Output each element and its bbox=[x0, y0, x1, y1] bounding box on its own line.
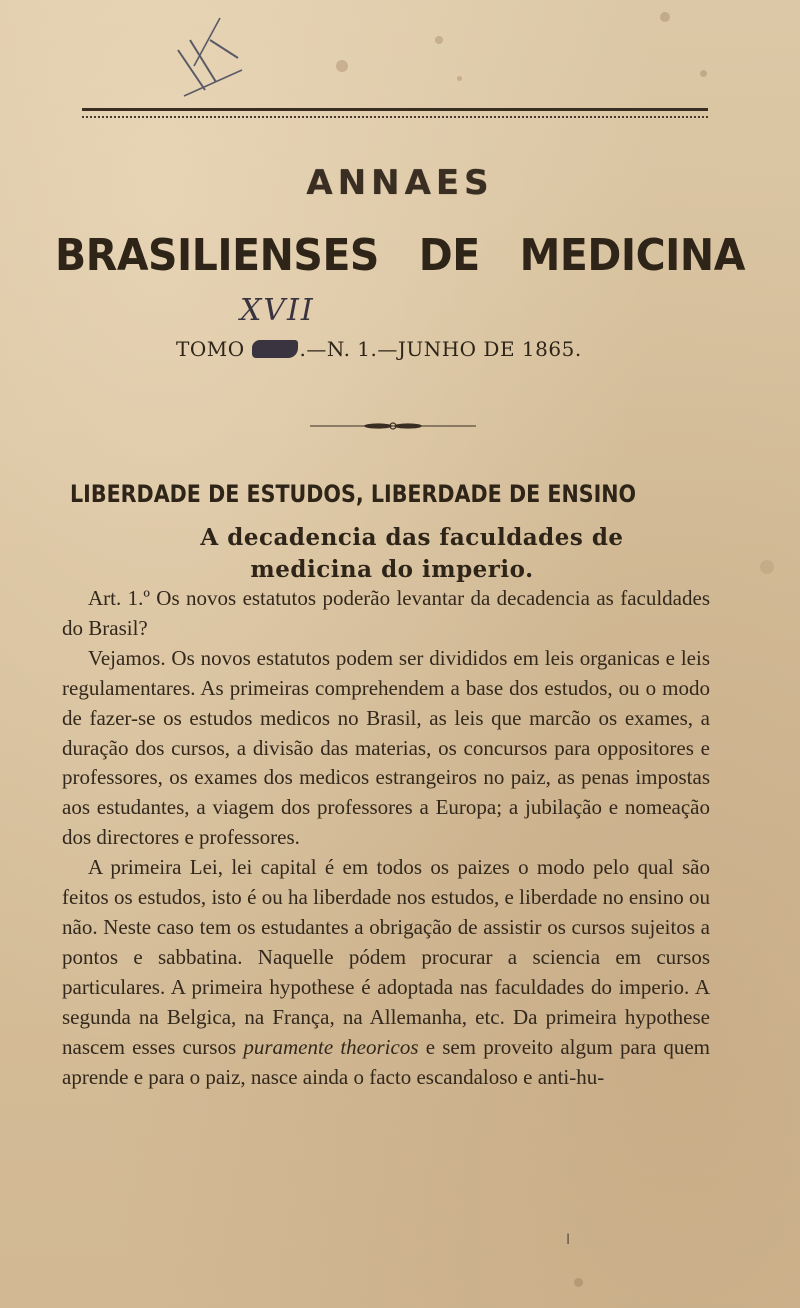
paragraph-2: Vejamos. Os novos estatutos podem ser divididos em leis organicas e leis regulamentares. As primeiras comprehendem a base dos estudos, ou o modo de fazer-se os estudos medicos no Brasil, as leis que marcão os exames, a duração dos cursos, a divisão das materias, os concursos para oppositores e professores, os exames dos medicos estrangeiros no paiz, as penas impostas aos estudantes, a viagem dos professores a Europa; a jubilação e nomeação dos directores e professores. bbox=[62, 645, 710, 850]
paragraph-3 bbox=[62, 853, 710, 1092]
paper-stain bbox=[574, 1278, 583, 1287]
paper-stain bbox=[336, 60, 348, 72]
handwritten-volume: XVII bbox=[240, 293, 315, 328]
article-body bbox=[62, 584, 710, 1092]
issue-suffix: .—N. 1.—JUNHO DE 1865. bbox=[299, 337, 582, 361]
masthead-title bbox=[28, 230, 772, 281]
paper-stain bbox=[700, 70, 707, 77]
paragraph-3-emphasis: puramente theoricos bbox=[243, 1034, 419, 1059]
header-rule bbox=[82, 108, 708, 122]
article-title: LIBERDADE DE ESTUDOS, LIBERDADE DE ENSINO bbox=[70, 480, 637, 508]
ornament-divider-icon bbox=[308, 418, 478, 434]
masthead-word: DE bbox=[418, 230, 480, 281]
pencil-mark-icon bbox=[150, 10, 250, 110]
page-bottom-mark-icon: ǀ bbox=[566, 1232, 571, 1248]
masthead-annaes: ANNAES bbox=[306, 163, 494, 203]
masthead-word: MEDICINA bbox=[519, 230, 745, 281]
article-subtitle-line1: A decadencia das faculdades de bbox=[200, 524, 624, 551]
paragraph-1: Art. 1.º Os novos estatutos poderão levantar da decadencia as faculdades do Brasil? bbox=[62, 586, 710, 640]
article-subtitle-line2: medicina do imperio. bbox=[250, 556, 534, 583]
paper-stain bbox=[660, 12, 670, 22]
masthead-word: BRASILIENSES bbox=[55, 230, 379, 281]
header-rule-thick bbox=[82, 108, 708, 111]
paper-stain bbox=[435, 36, 443, 44]
paragraph-3-text-end: e sem proveito algum para quem aprende e para o paiz, nasce ainda o facto escandaloso e anti-hu- bbox=[62, 1034, 710, 1089]
header-rule-dotted bbox=[82, 116, 708, 120]
issue-line bbox=[176, 337, 582, 361]
crossed-out-volume-icon bbox=[252, 340, 298, 358]
paragraph-3-text: A primeira Lei, lei capital é em todos os paizes o modo pelo qual são feitos os estudos, isto é ou ha liberdade nos estudos, e liberdade no ensino ou não. Neste caso tem os estudantes a obrigação de assistir os cursos sujeitos a pontos e sabbatina. Naquelle pódem procurar a sciencia em cursos particulares. A primeira hypothese é adoptada nas faculdades do imperio. A segunda na Belgica, na França, na Allemanha, etc. Da primeira hypothese nascem esses cursos bbox=[62, 855, 710, 1059]
paper-stain bbox=[457, 76, 462, 81]
issue-prefix: TOMO bbox=[176, 337, 245, 361]
